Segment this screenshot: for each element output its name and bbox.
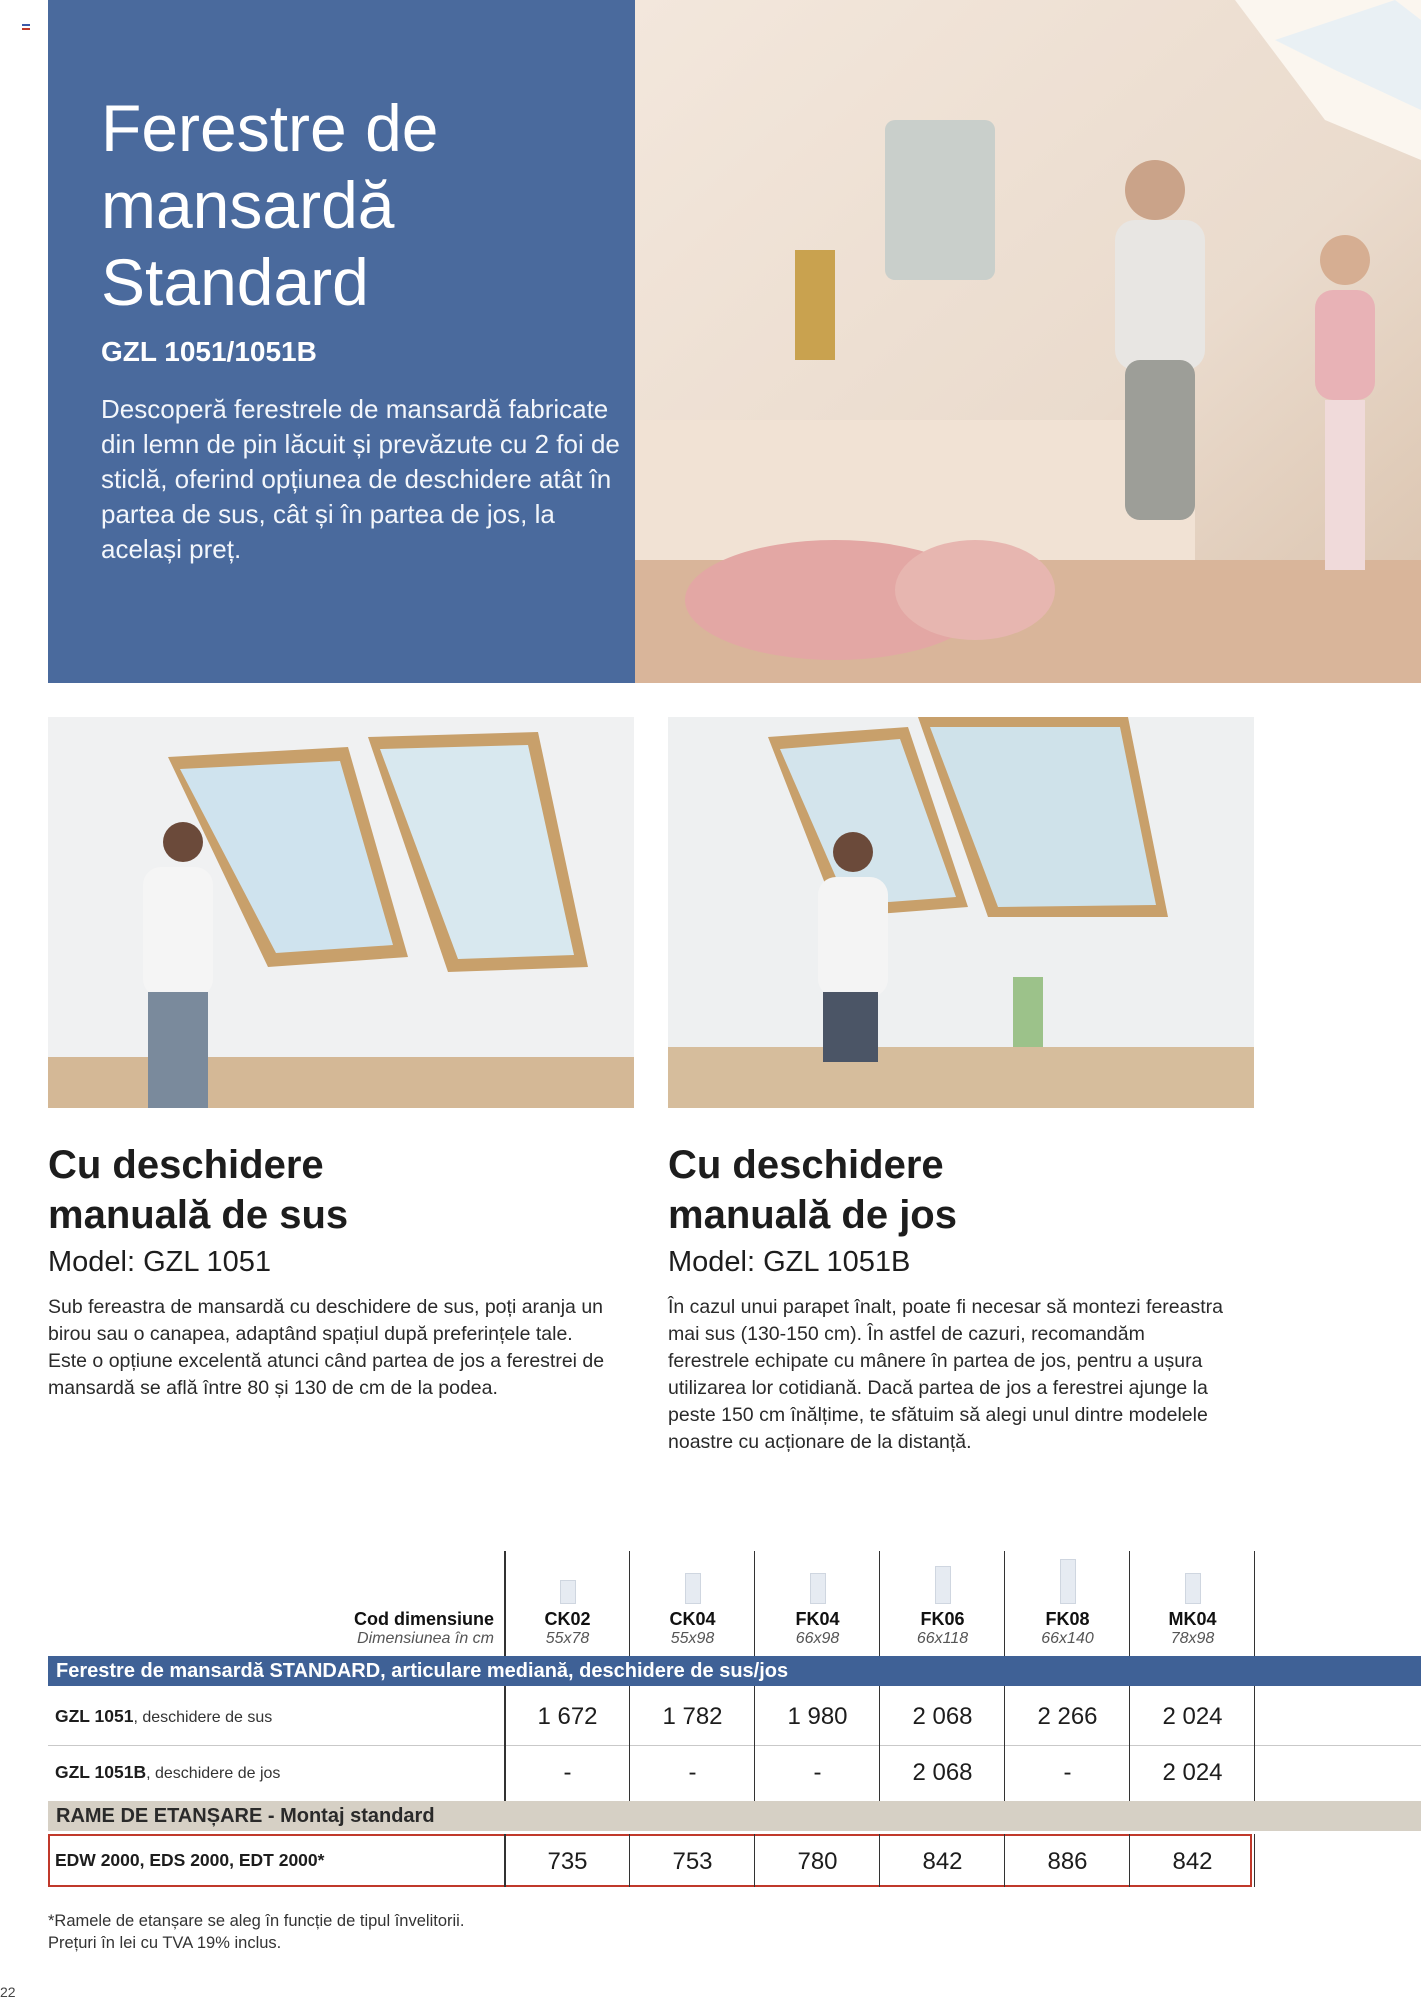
price-cell: 2 266 xyxy=(1037,1703,1098,1730)
column-2-text: În cazul unui parapet înalt, poate fi necesar să montezi fereastra mai sus (130-150 cm). În astfel de cazuri, recomandăm ferestrele echipate cu mânere în partea de jos, pentru a ușura utilizarea lor cotidiană. Dacă partea de jos a ferestrei ajunge la peste 150 cm înălțime, te sfătuim să alegi unul dintre modelele noastre cu acționare de la distanță. xyxy=(668,1296,1223,1453)
footnote-prices: Prețuri în lei cu TVA 19% inclus. xyxy=(48,1934,282,1952)
size-dimension: 55x98 xyxy=(670,1630,715,1647)
size-code: FK04 xyxy=(795,1609,840,1629)
column-2-model: Model: GZL 1051B xyxy=(668,1246,911,1278)
column-1-heading-line-2: manuală de sus xyxy=(48,1193,349,1237)
column-1-heading xyxy=(48,1140,348,1240)
column-2-heading-line-2: manuală de jos xyxy=(668,1193,957,1237)
column-divider xyxy=(629,1834,630,1887)
window-size-icon xyxy=(685,1573,701,1604)
column-divider xyxy=(1254,1834,1255,1887)
hero-panel xyxy=(48,0,635,683)
column-1-model: Model: GZL 1051 xyxy=(48,1246,271,1278)
column-divider xyxy=(504,1686,506,1801)
price-cell: 780 xyxy=(797,1848,838,1875)
section-band-rame xyxy=(48,1801,1421,1831)
column-divider xyxy=(504,1834,506,1887)
window-size-icon xyxy=(1185,1573,1201,1604)
row-model: GZL 1051B xyxy=(55,1762,147,1782)
column-divider xyxy=(879,1834,880,1887)
size-code-label: Cod dimensiune xyxy=(353,1609,494,1629)
window-size-icon xyxy=(935,1566,951,1604)
hero-title-line-3: Standard xyxy=(101,245,369,319)
table-header-label xyxy=(300,1609,494,1648)
column-divider xyxy=(629,1686,630,1801)
column-divider xyxy=(1004,1686,1005,1801)
hero-description: Descoperă ferestrele de mansardă fabricate din lemn de pin lăcuit și prevăzute cu 2 foi de sticlă, oferind opțiunea de deschidere atât în partea de sus, cât și în partea de jos, la același preț. xyxy=(101,394,620,564)
price-cell: 842 xyxy=(922,1848,963,1875)
price-cell: - xyxy=(563,1759,572,1786)
row-label-gzl1051b xyxy=(55,1762,280,1783)
window-size-icon xyxy=(810,1573,826,1604)
column-divider xyxy=(754,1686,755,1801)
column-divider xyxy=(879,1551,880,1656)
hero-title-line-1: Ferestre de xyxy=(101,91,439,165)
language-flag-icon xyxy=(22,24,30,30)
size-dimension: 78x98 xyxy=(1170,1630,1215,1647)
price-cell: 842 xyxy=(1172,1848,1213,1875)
footnotes xyxy=(48,1910,464,1954)
size-dim-label: Dimensiunea în cm xyxy=(357,1630,494,1647)
price-cell: 2 024 xyxy=(1162,1759,1223,1786)
size-code: FK06 xyxy=(920,1609,965,1629)
section-title: RAME DE ETANȘARE - Montaj standard xyxy=(56,1805,435,1827)
hero-photo xyxy=(635,0,1421,683)
size-column-mk04 xyxy=(1130,1609,1255,1648)
column-divider xyxy=(754,1551,755,1656)
size-dimension: 66x140 xyxy=(1041,1630,1094,1647)
price-cell: 1 672 xyxy=(537,1703,598,1730)
price-cell: 2 068 xyxy=(912,1759,973,1786)
column-divider xyxy=(1129,1834,1130,1887)
price-cell: 2 068 xyxy=(912,1703,973,1730)
row-desc: , deschidere de jos xyxy=(146,1765,281,1782)
price-cell: 2 024 xyxy=(1162,1703,1223,1730)
size-column-fk08 xyxy=(1005,1609,1130,1648)
price-cell: - xyxy=(1063,1759,1072,1786)
column-1-text: Sub fereastra de mansardă cu deschidere de sus, poți aranja un birou sau o canapea, adaptând spațiul după preferințele tale. Este o opțiune excelentă atunci când partea de jos a ferestrei de mansardă se află între 80 și 130 de cm de la podea. xyxy=(48,1296,605,1399)
size-column-fk04 xyxy=(755,1609,880,1648)
column-divider xyxy=(754,1834,755,1887)
page-number: 22 xyxy=(0,1984,16,2000)
column-divider xyxy=(1129,1551,1130,1656)
hero-title-line-2: mansardă xyxy=(101,168,395,242)
size-column-ck04 xyxy=(630,1609,755,1648)
price-cell: 735 xyxy=(547,1848,588,1875)
size-column-ck02 xyxy=(505,1609,630,1648)
window-size-icon xyxy=(560,1580,576,1604)
row-model: GZL 1051 xyxy=(55,1706,134,1726)
hero-title xyxy=(101,90,438,321)
hero-subtitle: GZL 1051/1051B xyxy=(101,336,317,367)
column-2-heading xyxy=(668,1140,957,1240)
photo-top-opening xyxy=(48,717,634,1108)
row-desc: , deschidere de sus xyxy=(133,1709,273,1726)
column-divider xyxy=(504,1551,506,1656)
size-code: CK02 xyxy=(544,1609,591,1629)
row-model: EDW 2000, EDS 2000, EDT 2000* xyxy=(55,1850,325,1870)
size-dimension: 66x118 xyxy=(916,1630,969,1647)
column-divider xyxy=(1004,1551,1005,1656)
size-dimension: 66x98 xyxy=(795,1630,840,1647)
column-divider xyxy=(1129,1686,1130,1801)
row-label-edw xyxy=(55,1850,324,1871)
size-code: MK04 xyxy=(1168,1609,1217,1629)
column-divider xyxy=(1254,1551,1255,1656)
price-cell: - xyxy=(813,1759,822,1786)
price-cell: 886 xyxy=(1047,1848,1088,1875)
size-code: FK08 xyxy=(1045,1609,1090,1629)
price-cell: - xyxy=(688,1759,697,1786)
section-title: Ferestre de mansardă STANDARD, articulare mediană, deschidere de sus/jos xyxy=(56,1660,789,1682)
footnote-sealing: *Ramele de etanșare se aleg în funcție de tipul învelitorii. xyxy=(48,1912,465,1930)
size-column-fk06 xyxy=(880,1609,1005,1648)
column-divider xyxy=(1254,1686,1255,1801)
row-label-gzl1051 xyxy=(55,1706,272,1727)
size-dimension: 55x78 xyxy=(545,1630,590,1647)
window-size-icon xyxy=(1060,1559,1076,1604)
section-band-standard xyxy=(48,1656,1421,1686)
row-divider xyxy=(48,1745,1421,1746)
column-2-heading-line-1: Cu deschidere xyxy=(668,1143,944,1187)
column-divider xyxy=(1004,1834,1005,1887)
price-cell: 1 782 xyxy=(662,1703,723,1730)
price-cell: 753 xyxy=(672,1848,713,1875)
column-1-heading-line-1: Cu deschidere xyxy=(48,1143,324,1187)
photo-bottom-opening xyxy=(668,717,1254,1108)
column-divider xyxy=(879,1686,880,1801)
column-divider xyxy=(629,1551,630,1656)
price-cell: 1 980 xyxy=(787,1703,848,1730)
size-code: CK04 xyxy=(669,1609,716,1629)
